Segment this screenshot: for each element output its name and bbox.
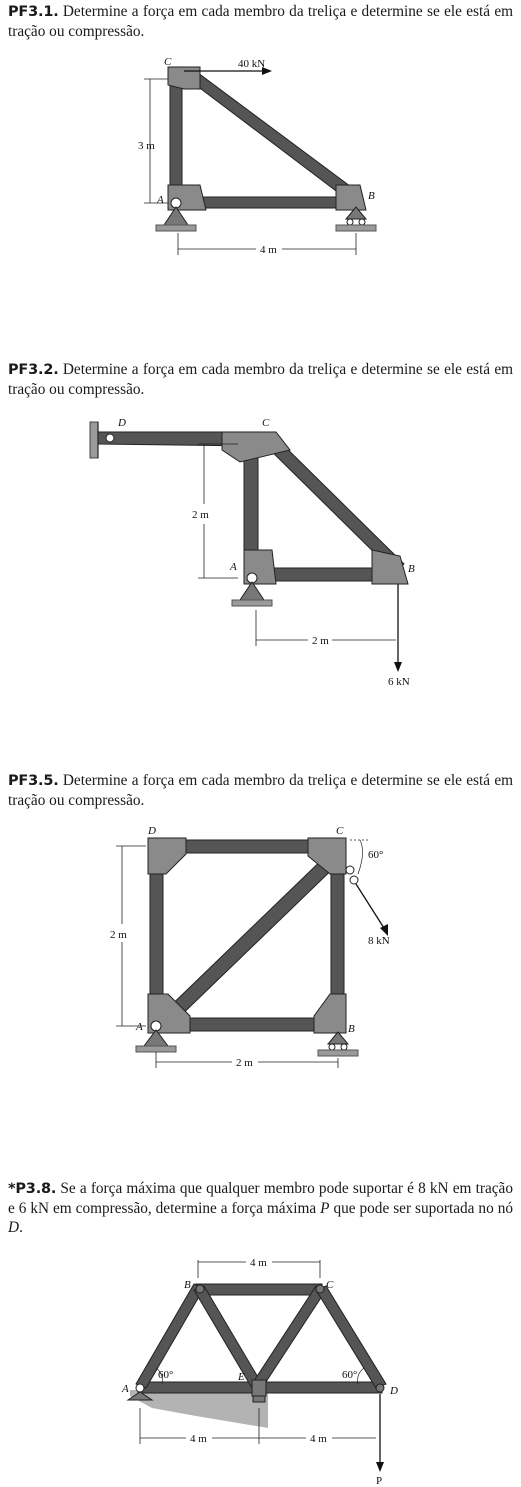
- node-label-c: C: [336, 825, 344, 837]
- node-label-b: B: [348, 1023, 355, 1035]
- ground-a: [232, 600, 272, 606]
- figure-pf3-5: [0, 822, 521, 1072]
- node-label-c: C: [164, 56, 172, 68]
- dimension-label-height: 3 m: [138, 140, 155, 152]
- problem-number: PF3.2.: [8, 362, 59, 378]
- dimension-label-left: 4 m: [190, 1433, 207, 1445]
- ground-hatch: [130, 1390, 268, 1428]
- angle-label: 60°: [368, 849, 384, 861]
- truss-diagram-pf3-5: [0, 822, 521, 1072]
- member-ce: [252, 1286, 326, 1388]
- load-label: 6 kN: [388, 676, 410, 688]
- figure-p3-8: [0, 1248, 521, 1487]
- ground-b: [336, 225, 376, 231]
- node-label-a: A: [230, 561, 237, 573]
- node-label-b: B: [408, 563, 415, 575]
- support-e: [253, 1396, 265, 1402]
- ground-a: [156, 225, 196, 231]
- problem-statement: Determine a força em cada membro da treliça e determine se ele está em tração ou compressão.: [8, 361, 514, 398]
- node-label-b: B: [184, 1279, 191, 1291]
- dimension-label-height: 2 m: [110, 929, 127, 941]
- load-arrow: [356, 884, 384, 928]
- member-ac: [158, 850, 344, 1026]
- joint-c: [316, 1285, 324, 1293]
- problem-pf3-1-text: [8, 2, 513, 41]
- gusset-plate-b: [314, 994, 346, 1033]
- wall-support-d: [90, 422, 98, 458]
- pin-support-a: [240, 582, 264, 600]
- dimension-label-width: 4 m: [260, 244, 277, 256]
- gusset-plate-b: [372, 550, 408, 584]
- load-label: 40 kN: [238, 58, 266, 70]
- node-label-b: B: [368, 190, 375, 202]
- gusset-plate-b: [336, 185, 366, 210]
- angle-label-right: 60°: [342, 1369, 358, 1381]
- member-bc: [180, 67, 362, 203]
- joint-e: [252, 1380, 266, 1396]
- member-be: [194, 1286, 262, 1388]
- problem-p3-8-text: [8, 1179, 513, 1237]
- node-label-c: C: [262, 417, 270, 429]
- node-label-d: D: [390, 1385, 398, 1397]
- load-label: 8 kN: [368, 935, 390, 947]
- joint-d: [376, 1384, 384, 1392]
- load-label: P: [376, 1475, 383, 1487]
- gusset-plate-d: [148, 838, 186, 874]
- problem-number: PF3.1.: [8, 4, 59, 20]
- problem-number: *P3.8.: [8, 1181, 57, 1197]
- node-label-d: D: [148, 825, 156, 837]
- node-label-a: A: [157, 194, 164, 206]
- node-label-c: C: [326, 1279, 334, 1291]
- truss-diagram-p3-8: [0, 1248, 521, 1487]
- figure-pf3-1: [0, 45, 521, 275]
- problem-number: PF3.5.: [8, 773, 59, 789]
- angle-label-left: 60°: [158, 1369, 174, 1381]
- dimension-label-height: 2 m: [192, 509, 209, 521]
- truss-diagram-pf3-2: [0, 400, 521, 690]
- node-label-d: D: [118, 417, 126, 429]
- dimension-label-right: 4 m: [310, 1433, 327, 1445]
- joint-b: [196, 1285, 204, 1293]
- node-label-a: A: [122, 1383, 129, 1395]
- problem-pf3-5-text: [8, 771, 513, 810]
- problem-pf3-2-text: [8, 360, 513, 399]
- problem-statement: Se a força máxima que qualquer membro pode suportar é 8 kN em tração e 6 kN em compressão, determine a força máxima P que pode ser suportada no nó D.: [8, 1180, 513, 1236]
- gusset-plate-c: [168, 67, 200, 89]
- ground-a: [136, 1046, 176, 1052]
- roller-support-b: [328, 1032, 348, 1044]
- node-label-a: A: [136, 1021, 143, 1033]
- dimension-label-width: 2 m: [236, 1057, 253, 1069]
- node-label-e: E: [238, 1371, 245, 1383]
- figure-pf3-2: [0, 400, 521, 690]
- member-bc: [258, 432, 404, 572]
- problem-statement: Determine a força em cada membro da treliça e determine se ele está em tração ou compressão.: [8, 772, 514, 809]
- dimension-label-top: 4 m: [250, 1257, 267, 1269]
- ground-b: [318, 1050, 358, 1056]
- truss-diagram-pf3-1: [0, 45, 521, 275]
- dimension-label-width: 2 m: [312, 635, 329, 647]
- member-bc: [196, 1284, 322, 1295]
- problem-statement: Determine a força em cada membro da treliça e determine se ele está em tração ou compressão.: [8, 3, 514, 40]
